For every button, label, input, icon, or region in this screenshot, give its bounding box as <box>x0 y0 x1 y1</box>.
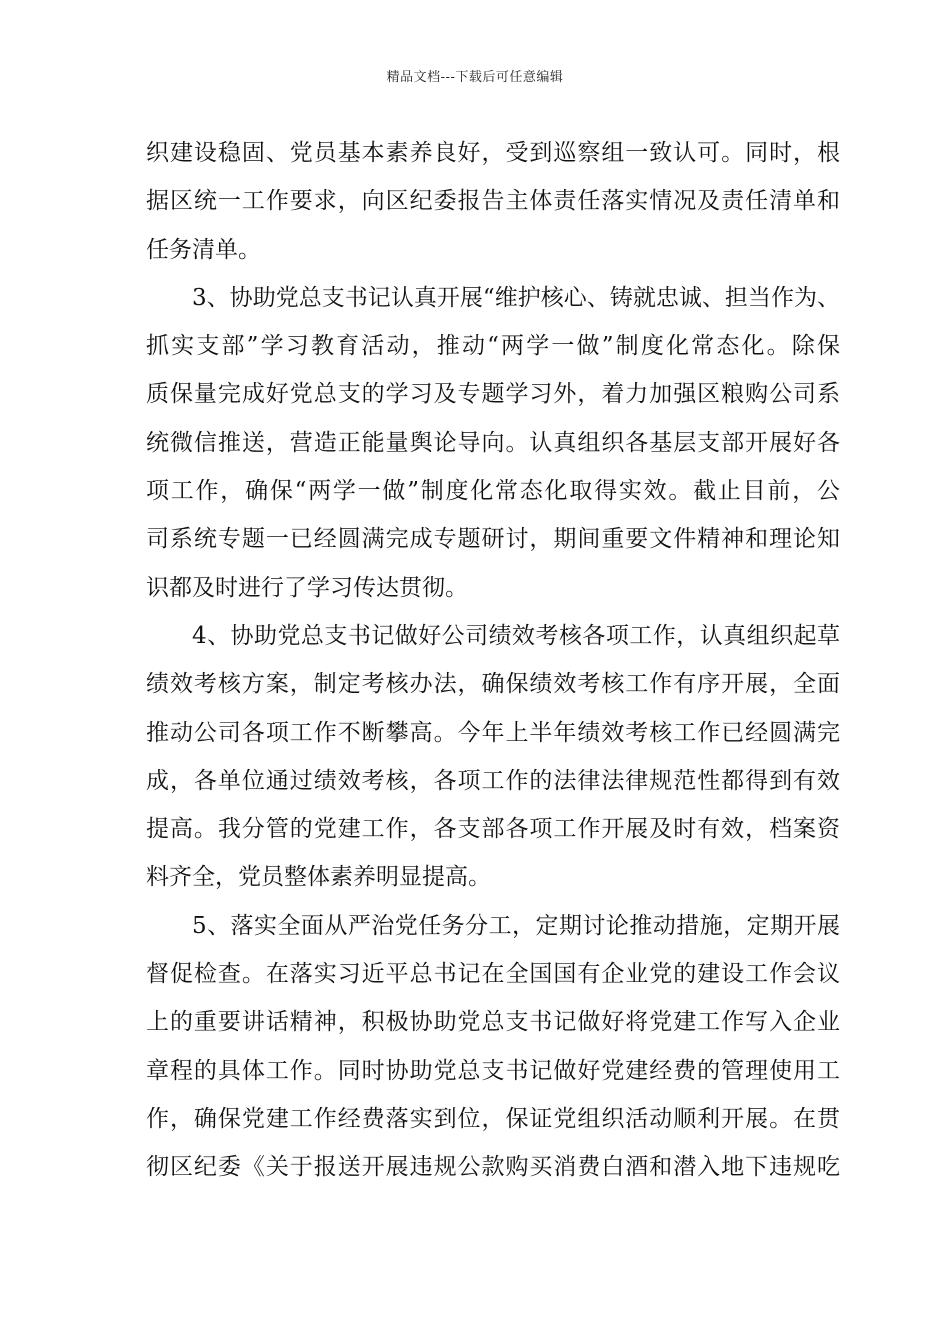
text-line: 抓实支部”学习教育活动，推动“两学一做”制度化常态化。除保 <box>146 333 840 360</box>
text-line: 督促检查。在落实习近平总书记在全国国有企业党的建设工作会议 <box>146 961 840 988</box>
paragraph-first-line: 5、落实全面从严治党任务分工，定期讨论推动措施，定期开展 <box>192 912 840 939</box>
text-line: 彻区纪委《关于报送开展违规公款购买消费白酒和潜入地下违规吃 <box>146 1154 840 1181</box>
text-line: 质保量完成好党总支的学习及专题学习外，着力加强区粮购公司系 <box>146 381 840 408</box>
text-line: 料齐全，党员整体素养明显提高。 <box>146 864 491 891</box>
text-line: 据区统一工作要求，向区纪委报告主体责任落实情况及责任清单和 <box>146 188 840 215</box>
text-line: 织建设稳固、党员基本素养良好，受到巡察组一致认可。同时，根 <box>146 140 840 166</box>
text-line: 提高。我分管的党建工作，各支部各项工作开展及时有效，档案资 <box>146 816 840 843</box>
paragraph-first-line: 3、协助党总支书记认真开展“维护核心、铸就忠诚、担当作为、 <box>192 284 840 311</box>
text-line: 成，各单位通过绩效考核，各项工作的法律法律规范性都得到有效 <box>146 767 840 794</box>
text-line: 任务清单。 <box>146 236 261 263</box>
text-line: 作，确保党建工作经费落实到位，保证党组织活动顺利开展。在贯 <box>146 1105 840 1132</box>
paragraph-first-line: 4、协助党总支书记做好公司绩效考核各项工作，认真组织起草 <box>192 622 840 649</box>
text-line: 统微信推送，营造正能量舆论导向。认真组织各基层支部开展好各 <box>146 429 840 456</box>
page-header: 精品文档---下载后可任意编辑 <box>386 70 564 85</box>
text-line: 司系统专题一已经圆满完成专题研讨，期间重要文件精神和理论知 <box>146 526 840 553</box>
text-line: 章程的具体工作。同时协助党总支书记做好党建经费的管理使用工 <box>146 1057 840 1084</box>
text-line: 推动公司各项工作不断攀高。今年上半年绩效考核工作已经圆满完 <box>146 719 840 746</box>
text-line: 识都及时进行了学习传达贯彻。 <box>146 574 468 601</box>
text-line: 上的重要讲话精神，积极协助党总支书记做好将党建工作写入企业 <box>146 1009 840 1036</box>
text-line: 绩效考核方案，制定考核办法，确保绩效考核工作有序开展，全面 <box>146 671 840 698</box>
document-body <box>146 129 840 1192</box>
text-line: 项工作，确保“两学一做”制度化常态化取得实效。截止目前，公 <box>146 478 840 505</box>
